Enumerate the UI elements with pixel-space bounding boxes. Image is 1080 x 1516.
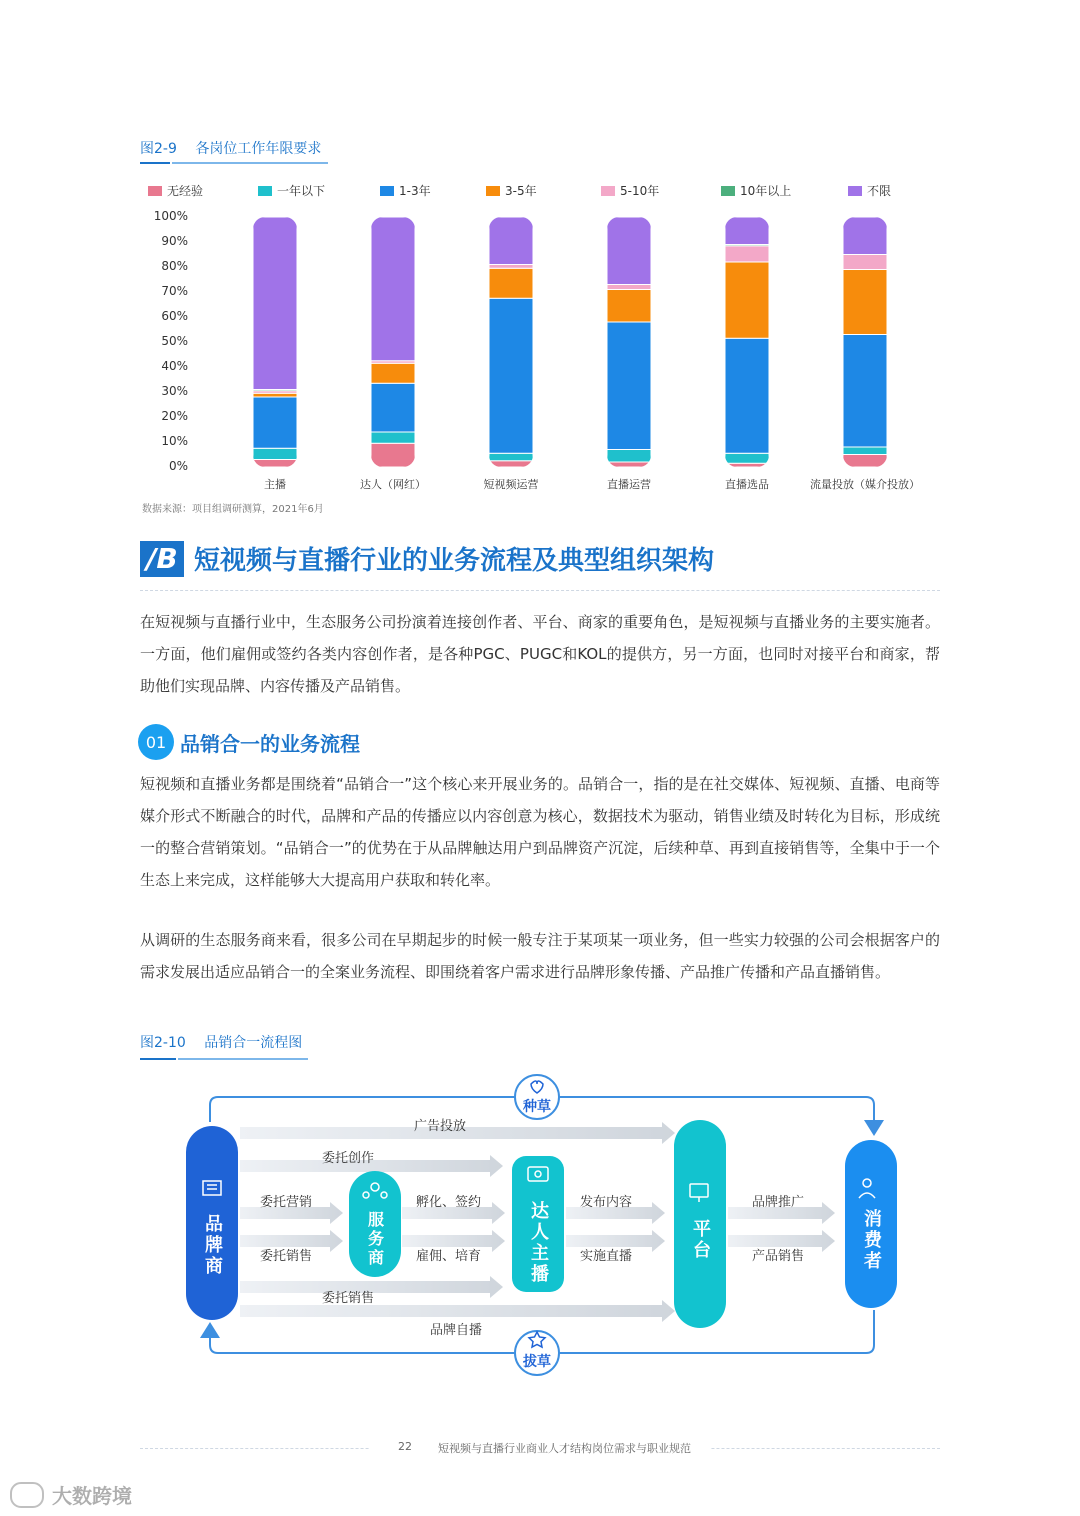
bar-segment — [843, 217, 887, 255]
legend-label: 10年以上 — [740, 184, 792, 198]
bar-segment — [371, 432, 415, 443]
node-platform — [674, 1215, 726, 1265]
node-creator-label: 达人主播 — [528, 1201, 549, 1285]
legend-label: 一年以下 — [277, 184, 326, 198]
bar-segment — [725, 453, 769, 463]
bar-stack — [607, 217, 651, 467]
flow-label-live: 实施直播 — [580, 1249, 633, 1264]
bar-segment — [489, 298, 533, 453]
bar-segment — [253, 393, 297, 397]
legend-label: 5-10年 — [620, 184, 660, 198]
bar-segment — [371, 363, 415, 383]
node-brand — [186, 1205, 238, 1285]
bar-segment — [843, 270, 887, 335]
y-tick-label: 40% — [161, 359, 188, 373]
flow-label-hire: 雇佣、培育 — [416, 1249, 482, 1264]
node-service — [349, 1206, 401, 1272]
bar-segment — [843, 455, 887, 468]
y-tick-label: 90% — [161, 234, 188, 248]
bar-stack — [489, 217, 533, 467]
bar-segment — [489, 265, 533, 269]
legend-label: 3-5年 — [505, 184, 537, 198]
subsection-header — [138, 724, 360, 760]
bar-segment — [843, 255, 887, 270]
flow-label-sales-bottom: 委托销售 — [322, 1291, 375, 1306]
bar-stack — [725, 217, 769, 467]
watermark — [10, 1480, 132, 1509]
bar-segment — [607, 450, 651, 463]
bar-segment — [371, 443, 415, 467]
section-header — [140, 540, 714, 577]
subsection-paragraph-1: 短视频和直播业务都是围绕着“品销合一”这个核心来开展业务的。品销合一，指的是在社交媒体、短视频、直播、电商等媒介形式不断融合的时代，品牌和产品的传播应以内容创意为核心，数据技术为驱动，销售业绩及时转化为目标，形成统一的整合营销策划。“品销合一”的优势在于从品牌触达用户到品牌资产沉淀，后续种草、再到直接销售等，全集中于一个生态上来完成，这样能够大大提高用户获取和转化率。 — [140, 775, 940, 889]
flow-label-incubate: 孵化、签约 — [416, 1195, 482, 1210]
flow-label-commission-sales: 委托销售 — [260, 1249, 313, 1264]
bar-segment — [489, 461, 533, 467]
x-tick-label: 直播选品 — [725, 478, 769, 491]
figure2-title: 品销合一流程图 — [204, 1035, 303, 1051]
figure2-number: 图2-10 — [140, 1035, 186, 1051]
y-tick-label: 50% — [161, 334, 188, 348]
figure-title: 各岗位工作年限要求 — [195, 141, 322, 157]
subsection-paragraph-2: 从调研的生态服务商来看，很多公司在早期起步的时候一般专注于某项某一项业务，但一些实力较强的公司会根据客户的需求发展出适应品销合一的全案业务流程、即围绕着客户需求进行品牌形象传播、产品推广传播和产品直播销售。 — [140, 931, 940, 981]
page-number: 22 — [398, 1440, 412, 1453]
bar-segment — [371, 383, 415, 432]
flow-label-self-live: 品牌自播 — [430, 1323, 483, 1338]
x-tick-label: 流量投放（媒介投放） — [810, 478, 920, 491]
flow-label-commission-marketing: 委托营销 — [260, 1195, 313, 1210]
flow-label-commission-create: 委托创作 — [322, 1151, 375, 1166]
legend-label: 无经验 — [167, 184, 204, 198]
subsection-badge: 01 — [138, 724, 174, 760]
y-tick-label: 70% — [161, 284, 188, 298]
bar-segment — [253, 448, 297, 459]
bar-segment — [725, 262, 769, 338]
bar-segment — [607, 322, 651, 450]
bar-segment — [843, 447, 887, 455]
y-tick-label: 0% — [168, 459, 188, 473]
watermark-text: 大数跨境 — [52, 1484, 132, 1508]
bar-stack — [371, 217, 415, 467]
bar-segment — [371, 217, 415, 361]
flow-label-publish: 发布内容 — [580, 1195, 633, 1210]
bar-segment — [725, 217, 769, 245]
section-badge: /B — [140, 541, 184, 577]
node-consumer-label: 消费者 — [861, 1208, 882, 1272]
bar-segment — [253, 397, 297, 448]
bar-segment — [607, 285, 651, 290]
bar-stack — [253, 217, 297, 467]
bar-segment — [489, 217, 533, 265]
flow-label-brand-promo: 品牌推广 — [752, 1195, 805, 1210]
bar-stack — [843, 217, 887, 467]
bottom-badge-label: 拔草 — [523, 1354, 551, 1370]
bar-segment — [489, 453, 533, 461]
bar-segment — [607, 462, 651, 467]
bar-segment — [725, 246, 769, 262]
bar-segment — [607, 290, 651, 323]
x-tick-label: 直播运营 — [607, 478, 651, 491]
stacked-bar-chart — [0, 0, 1080, 500]
legend-label: 不限 — [867, 184, 892, 198]
bar-segment — [725, 463, 769, 467]
y-tick-label: 60% — [161, 309, 188, 323]
y-tick-label: 100% — [153, 209, 188, 223]
node-consumer — [845, 1205, 897, 1275]
y-tick-label: 30% — [161, 384, 188, 398]
section-title: 短视频与直播行业的业务流程及典型组织架构 — [194, 546, 715, 576]
footer-doc-title: 短视频与直播行业商业人才结构岗位需求与职业规范 — [438, 1442, 691, 1455]
node-platform-label: 平台 — [690, 1219, 711, 1261]
y-tick-label: 20% — [161, 409, 188, 423]
x-tick-label: 达人（网红） — [360, 478, 426, 491]
flow-label-product-sales: 产品销售 — [752, 1249, 805, 1264]
section-divider — [140, 590, 940, 591]
legend-label: 1-3年 — [399, 184, 431, 198]
bar-segment — [607, 217, 651, 285]
bar-segment — [253, 460, 297, 468]
x-tick-label: 主播 — [264, 478, 286, 491]
section-intro-paragraph: 在短视频与直播行业中，生态服务公司扮演着连接创作者、平台、商家的重要角色，是短视频与直播业务的主要实施者。一方面，他们雇佣或签约各类内容创作者，是各种PGC、PUGC和KOL的提供方，另一方面，也同时对接平台和商家，帮助他们实现品牌、内容传播及产品销售。 — [140, 613, 940, 695]
subsection-title: 品销合一的业务流程 — [180, 731, 360, 756]
node-brand-label: 品牌商 — [202, 1213, 223, 1277]
node-service-label: 服务商 — [365, 1210, 385, 1268]
watermark-logo-icon — [10, 1482, 44, 1508]
y-tick-label: 80% — [161, 259, 188, 273]
top-badge-label: 种草 — [523, 1099, 551, 1115]
node-creator — [512, 1198, 564, 1288]
data-source-note: 数据来源：项目组调研测算，2021年6月 — [142, 504, 324, 515]
figure-number: 图2-9 — [140, 141, 177, 157]
y-tick-label: 10% — [161, 434, 188, 448]
bar-segment — [489, 268, 533, 298]
bar-segment — [253, 217, 297, 390]
bar-segment — [843, 335, 887, 448]
figure2-label — [140, 1032, 302, 1052]
bar-segment — [725, 338, 769, 453]
flow-label-ad: 广告投放 — [414, 1119, 467, 1134]
x-tick-label: 短视频运营 — [483, 478, 539, 491]
